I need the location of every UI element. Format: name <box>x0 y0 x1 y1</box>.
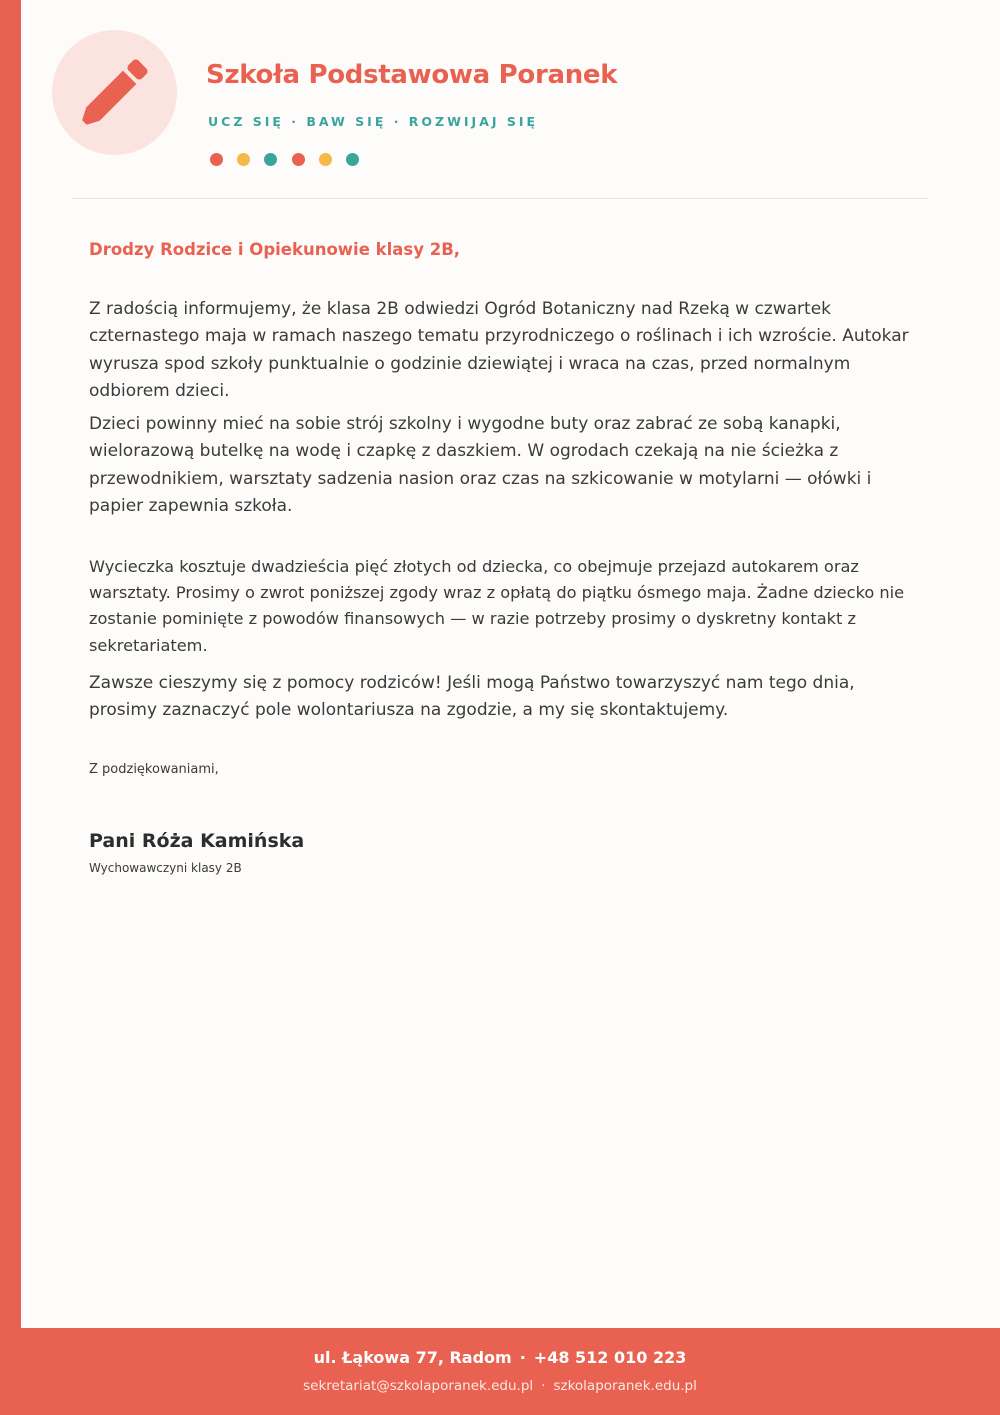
decor-dot <box>292 153 305 166</box>
decor-dot <box>237 153 250 166</box>
footer <box>0 1328 1000 1415</box>
signature-name: Pani Róża Kamińska <box>89 830 305 852</box>
letter-closing: Z podziękowaniami, <box>89 762 219 777</box>
school-motto: UCZ SIĘ · BAW SIĘ · ROZWIJAJ SIĘ <box>208 114 539 129</box>
decor-dot <box>319 153 332 166</box>
school-logo <box>52 30 177 155</box>
decor-dot <box>346 153 359 166</box>
footer-online-line <box>0 1378 1000 1394</box>
letter-paragraph: Wycieczka kosztuje dwadzieścia pięć złotych od dziecka, co obejmuje przejazd autokarem oraz warsztaty. Prosimy o zwrot poniższej zgody wraz z opłatą do piątku ósmego maja. Żadne dziecko nie zostanie pominięte z powodów finansowych — w razie potrzeby prosimy o dyskretny kontakt z sekretariatem. <box>89 557 905 655</box>
letter-paragraph: Dzieci powinny mieć na sobie strój szkolny i wygodne buty oraz zabrać ze sobą kanapki, wielorazową butelkę na wodę i czapkę z daszkiem. W ogrodach czekają na nie ścieżka z przewodnikiem, warsztaty sadzenia nasion oraz czas na szkicowanie w motylarni — ołówki i papier zapewnia szkoła. <box>89 414 872 517</box>
footer-contact-line <box>0 1348 1000 1367</box>
footer-address: ul. Łąkowa 77, Radom <box>313 1348 512 1367</box>
decor-dot <box>264 153 277 166</box>
footer-separator: · <box>541 1378 546 1394</box>
footer-separator: · <box>519 1348 526 1367</box>
school-name: Szkoła Podstawowa Poranek <box>206 60 618 90</box>
signature-role: Wychowawczyni klasy 2B <box>89 861 242 875</box>
letter-paragraph: Z radością informujemy, że klasa 2B odwiedzi Ogród Botaniczny nad Rzeką w czwartek czternastego maja w ramach naszego tematu przyrodniczego o roślinach i ich wzroście. Autokar wyrusza spod szkoły punktualnie o godzinie dziewiątej i wraca na czas, przed normalnym odbiorem dzieci. <box>89 299 909 402</box>
footer-email-link[interactable]: sekretariat@szkolaporanek.edu.pl <box>303 1378 534 1394</box>
letter-paragraph: Zawsze cieszymy się z pomocy rodziców! Jeśli mogą Państwo towarzyszyć nam tego dnia, prosimy zaznaczyć pole wolontariusza na zgodzie, a my się skontaktujemy. <box>89 673 855 721</box>
footer-website-link[interactable]: szkolaporanek.edu.pl <box>553 1378 697 1394</box>
footer-phone[interactable]: +48 512 010 223 <box>533 1348 687 1367</box>
header-divider <box>72 198 928 199</box>
letter-salutation: Drodzy Rodzice i Opiekunowie klasy 2B, <box>89 240 461 259</box>
side-accent-bar <box>0 0 21 1415</box>
decor-dot <box>210 153 223 166</box>
pencil-icon <box>52 30 177 155</box>
